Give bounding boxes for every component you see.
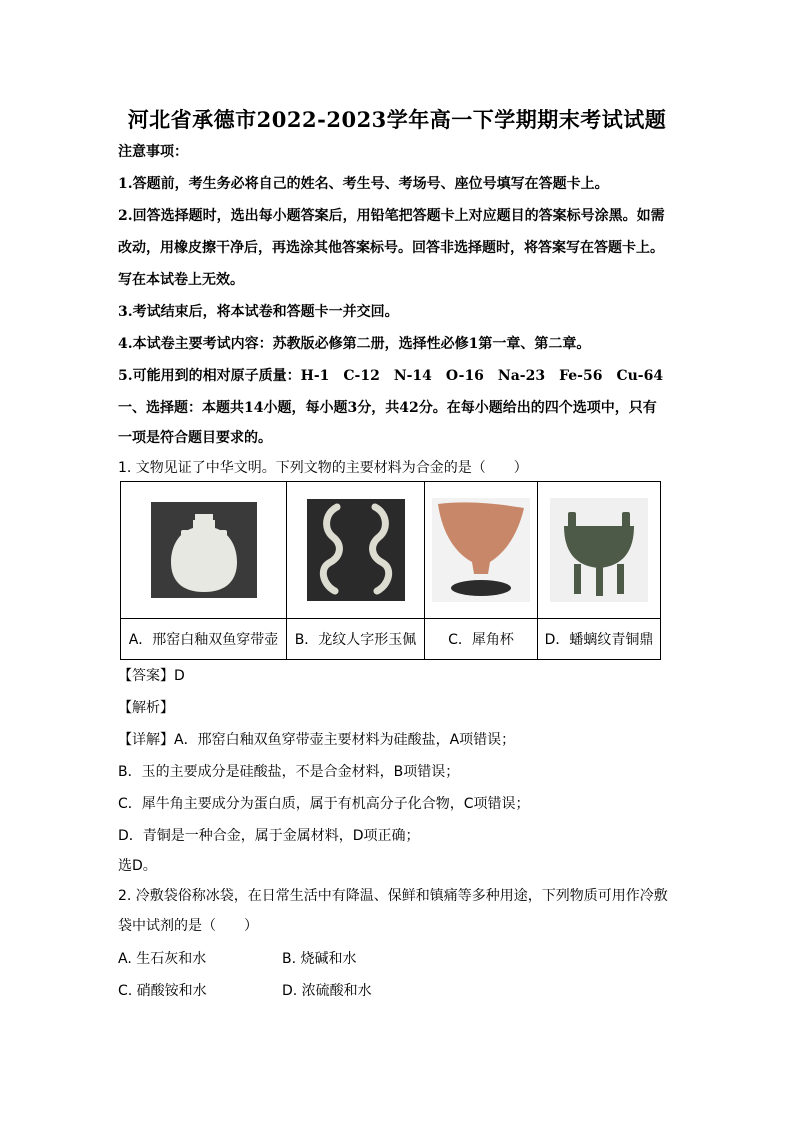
relic-caption-c: C．犀角杯 [425,619,538,660]
notice-item: 4.本试卷主要考试内容：苏教版必修第二册，选择性必修1第一章、第二章。 [118,336,591,352]
relic-cell-b [287,482,425,619]
notice-heading: 注意事项： [118,144,188,160]
notice-item: 1.答题前，考生务必将自己的姓名、考生号、考场号、座位号填写在答题卡上。 [118,176,609,192]
relic-caption-d: D．蟠螭纹青铜鼎 [538,619,661,660]
notice-item: 改动，用橡皮擦干净后，再选涂其他答案标号。回答非选择题时，将答案写在答题卡上。 [118,240,664,256]
question-1-detail: D．青铜是一种合金，属于金属材料，D项正确； [118,828,420,844]
relic-cell-a [121,482,287,619]
relic-caption-b: B．龙纹人字形玉佩 [287,619,425,660]
question-2-stem-cont: 袋中试剂的是（ ） [118,918,258,934]
notice-item: 5.可能用到的相对原子质量：H-1 C-12 N-14 O-16 Na-23 Fe-56 Cu-64 [118,368,664,384]
question-1-conclusion: 选D。 [118,858,157,874]
relics-table [120,481,661,660]
question-1-detail: C．犀牛角主要成分为蛋白质，属于有机高分子化合物，C项错误； [118,796,530,812]
porcelain-vase-image [151,502,257,598]
section-heading: 一、选择题：本题共14小题，每小题3分，共42分。在每小题给出的四个选项中，只有 [118,400,657,416]
notice-item: 3.考试结束后，将本试卷和答题卡一并交回。 [118,304,399,320]
relic-cell-d [538,482,661,619]
question-2-option-c: C. 硝酸铵和水 [118,983,207,999]
question-1-stem: 1. 文物见证了中华文明。下列文物的主要材料为合金的是（ ） [118,460,528,476]
question-1-answer: 【答案】D [118,668,185,684]
question-1-analysis-label: 【解析】 [118,700,174,716]
relic-caption-a: A．邢窑白釉双鱼穿带壶 [121,619,287,660]
question-2-option-d: D. 浓硫酸和水 [282,983,372,999]
question-1-detail: B．玉的主要成分是硅酸盐，不是合金材料，B项错误； [118,764,460,780]
notice-item: 写在本试卷上无效。 [118,272,244,288]
question-2-option-b: B. 烧碱和水 [282,951,357,967]
relic-cell-c [425,482,538,619]
section-heading-cont: 一项是符合题目要求的。 [118,430,272,446]
jade-pendant-image [307,499,405,601]
bronze-ding-image [550,498,648,602]
rhino-horn-cup-image [432,498,530,602]
question-2-option-a: A. 生石灰和水 [118,951,207,967]
question-1-detail: 【详解】A．邢窑白釉双鱼穿带壶主要材料为硅酸盐，A项错误； [118,732,516,748]
notice-item: 2.回答选择题时，选出每小题答案后，用铅笔把答题卡上对应题目的答案标号涂黑。如需 [118,208,665,224]
question-2-stem: 2. 冷敷袋俗称冰袋，在日常生活中有降温、保鲜和镇痛等多种用途，下列物质可用作冷敷 [118,888,668,904]
exam-title: 河北省承德市2022-2023学年高一下学期期末考试试题 [127,107,667,132]
